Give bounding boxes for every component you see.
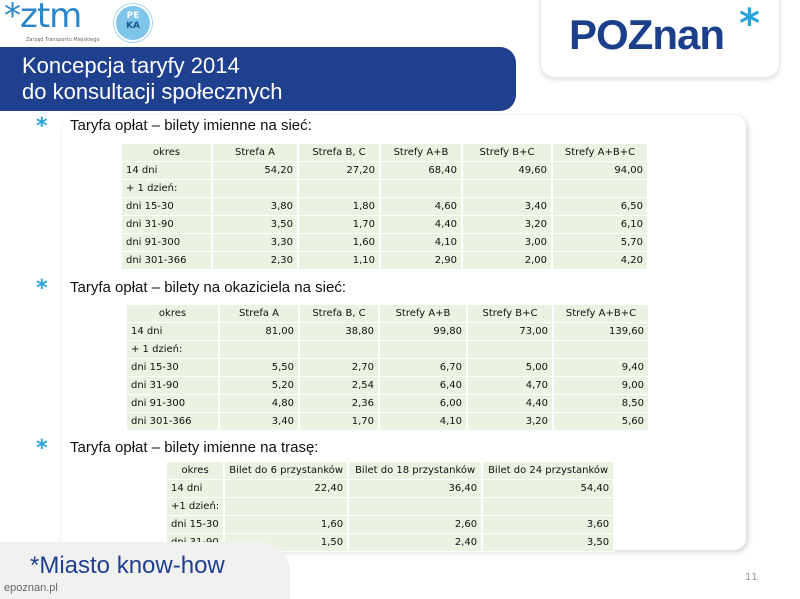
price-cell: 9,40	[553, 359, 649, 377]
price-cell: 94,00	[552, 162, 648, 180]
column-header: okres	[127, 305, 219, 323]
price-cell: 4,40	[467, 395, 553, 413]
column-header: Bilet do 24 przystanków	[482, 462, 614, 480]
poznan-logo-panel	[540, 0, 780, 78]
page-number: 11	[745, 572, 758, 583]
price-cell	[212, 180, 298, 198]
price-cell: 4,70	[467, 377, 553, 395]
price-cell: 2,60	[348, 516, 482, 534]
table-row	[167, 498, 614, 516]
price-cell: 3,50	[212, 216, 298, 234]
table-row	[122, 252, 648, 270]
price-cell: 3,00	[462, 234, 552, 252]
price-cell: 81,00	[219, 323, 299, 341]
tariff-table-personal-route	[167, 462, 615, 552]
tariff-table-bearer-network	[127, 305, 650, 431]
table-row	[167, 480, 614, 498]
price-cell	[462, 180, 552, 198]
price-cell: 4,10	[379, 413, 467, 431]
period-cell: dni 91-300	[122, 234, 212, 252]
price-cell: 22,40	[224, 480, 348, 498]
period-cell: dni 301-366	[127, 413, 219, 431]
price-cell: 73,00	[467, 323, 553, 341]
price-cell	[467, 341, 553, 359]
price-cell	[298, 180, 380, 198]
price-cell: 4,20	[552, 252, 648, 270]
price-cell	[482, 498, 614, 516]
section-heading: Taryfa opłat – bilety imienne na sieć:	[70, 117, 312, 134]
column-header: Strefy A+B+C	[552, 144, 648, 162]
price-cell	[224, 498, 348, 516]
table-row	[127, 413, 649, 431]
period-cell: dni 301-366	[122, 252, 212, 270]
column-header: Strefa B, C	[298, 144, 380, 162]
price-cell: 2,40	[348, 534, 482, 552]
period-cell: + 1 dzień:	[122, 180, 212, 198]
table-row	[122, 216, 648, 234]
period-cell: dni 31-90	[127, 377, 219, 395]
column-header: Strefy A+B+C	[553, 305, 649, 323]
price-cell: 6,50	[552, 198, 648, 216]
price-cell	[380, 180, 462, 198]
price-cell: 3,20	[462, 216, 552, 234]
price-cell: 4,60	[380, 198, 462, 216]
ztm-logo	[4, 2, 114, 42]
poznan-logo: POZnan	[569, 11, 725, 58]
price-cell	[299, 341, 379, 359]
period-cell: dni 31-90	[122, 216, 212, 234]
price-cell: 3,30	[212, 234, 298, 252]
price-cell: 2,36	[299, 395, 379, 413]
price-cell: 6,00	[379, 395, 467, 413]
price-cell: 6,70	[379, 359, 467, 377]
price-cell: 27,20	[298, 162, 380, 180]
price-cell: 1,70	[298, 216, 380, 234]
price-cell	[379, 341, 467, 359]
column-header: Bilet do 6 przystanków	[224, 462, 348, 480]
price-cell: 1,10	[298, 252, 380, 270]
ztm-logo-text: *ztm	[4, 0, 82, 36]
column-header: Bilet do 18 przystanków	[348, 462, 482, 480]
period-cell: 14 dni	[127, 323, 219, 341]
bullet-star-icon: *	[36, 436, 48, 461]
price-cell: 139,60	[553, 323, 649, 341]
slide-title-bar	[0, 47, 516, 111]
price-cell: 6,40	[379, 377, 467, 395]
table-row	[127, 395, 649, 413]
price-cell: 9,00	[553, 377, 649, 395]
table-row	[127, 359, 649, 377]
price-cell: 99,80	[379, 323, 467, 341]
table-header-row	[127, 305, 649, 323]
price-cell: 5,70	[552, 234, 648, 252]
table-header-row	[122, 144, 648, 162]
period-cell: dni 91-300	[127, 395, 219, 413]
period-cell: dni 15-30	[122, 198, 212, 216]
poznan-star-icon: *	[739, 1, 760, 47]
period-cell: +1 dzień:	[167, 498, 224, 516]
price-cell: 4,80	[219, 395, 299, 413]
price-cell	[552, 180, 648, 198]
price-cell: 3,20	[467, 413, 553, 431]
price-cell: 38,80	[299, 323, 379, 341]
price-cell	[219, 341, 299, 359]
table-row	[122, 234, 648, 252]
table-row	[127, 377, 649, 395]
price-cell: 54,20	[212, 162, 298, 180]
column-header: Strefy A+B	[380, 144, 462, 162]
period-cell: 14 dni	[122, 162, 212, 180]
column-header: okres	[167, 462, 224, 480]
price-cell: 5,00	[467, 359, 553, 377]
table-row	[127, 323, 649, 341]
price-cell: 2,00	[462, 252, 552, 270]
price-cell: 4,10	[380, 234, 462, 252]
price-cell: 1,60	[298, 234, 380, 252]
price-cell: 3,80	[212, 198, 298, 216]
ztm-logo-subtitle: Zarząd Transportu Miejskiego	[26, 37, 100, 43]
price-cell: 3,40	[219, 413, 299, 431]
price-cell: 2,30	[212, 252, 298, 270]
price-cell	[348, 498, 482, 516]
period-cell: dni 15-30	[167, 516, 224, 534]
watermark: epoznan.pl	[4, 582, 58, 594]
footer-slogan: *Miasto know-how	[30, 552, 225, 579]
price-cell: 2,54	[299, 377, 379, 395]
period-cell: + 1 dzień:	[127, 341, 219, 359]
price-cell: 3,40	[462, 198, 552, 216]
bullet-star-icon: *	[36, 276, 48, 301]
section-heading: Taryfa opłat – bilety na okaziciela na sieć:	[70, 279, 346, 296]
table-row	[122, 162, 648, 180]
price-cell: 49,60	[462, 162, 552, 180]
price-cell: 1,70	[299, 413, 379, 431]
table-row	[167, 516, 614, 534]
price-cell: 2,70	[299, 359, 379, 377]
price-cell	[553, 341, 649, 359]
column-header: Strefa A	[212, 144, 298, 162]
price-cell: 36,40	[348, 480, 482, 498]
table-row	[122, 180, 648, 198]
table-row	[122, 198, 648, 216]
price-cell: 1,60	[224, 516, 348, 534]
price-cell: 3,50	[482, 534, 614, 552]
slide-title-line2: do konsultacji społecznych	[22, 79, 283, 104]
column-header: Strefa A	[219, 305, 299, 323]
column-header: okres	[122, 144, 212, 162]
peka-logo-top: PE	[126, 11, 140, 21]
price-cell: 2,90	[380, 252, 462, 270]
peka-logo	[114, 4, 152, 42]
peka-logo-bottom: KA	[126, 21, 140, 31]
bullet-star-icon: *	[36, 114, 48, 139]
price-cell: 5,60	[553, 413, 649, 431]
period-cell: 14 dni	[167, 480, 224, 498]
price-cell: 3,60	[482, 516, 614, 534]
price-cell: 8,50	[553, 395, 649, 413]
price-cell: 68,40	[380, 162, 462, 180]
price-cell: 54,40	[482, 480, 614, 498]
slide-title-line1: Koncepcja taryfy 2014	[22, 53, 240, 78]
period-cell: dni 15-30	[127, 359, 219, 377]
column-header: Strefy B+C	[467, 305, 553, 323]
price-cell: 4,40	[380, 216, 462, 234]
price-cell: 5,20	[219, 377, 299, 395]
column-header: Strefa B, C	[299, 305, 379, 323]
column-header: Strefy A+B	[379, 305, 467, 323]
table-header-row	[167, 462, 614, 480]
section-heading: Taryfa opłat – bilety imienne na trasę:	[70, 439, 319, 456]
price-cell: 1,50	[224, 534, 348, 552]
price-cell: 6,10	[552, 216, 648, 234]
tariff-table-personal-network	[122, 144, 649, 270]
table-row	[127, 341, 649, 359]
price-cell: 5,50	[219, 359, 299, 377]
price-cell: 1,80	[298, 198, 380, 216]
column-header: Strefy B+C	[462, 144, 552, 162]
